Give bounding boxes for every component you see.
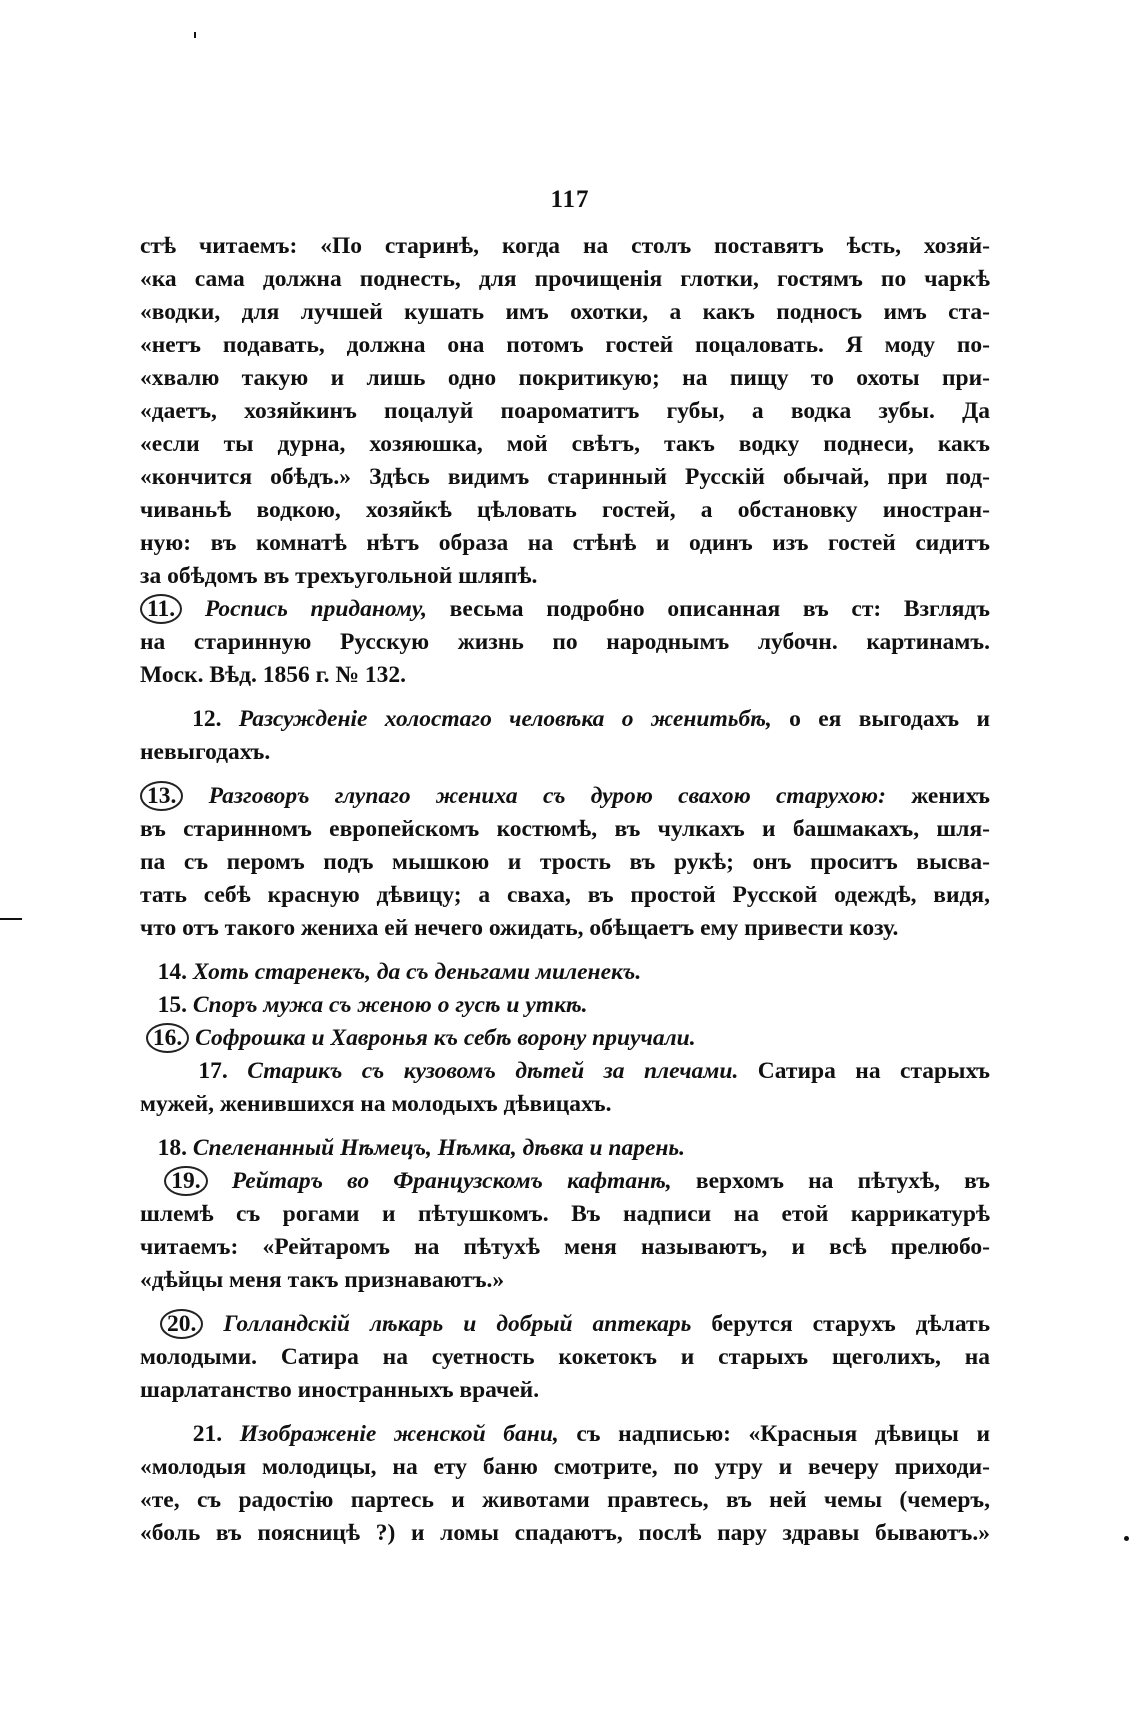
text-line — [140, 780, 990, 813]
text-line: женихъ — [885, 783, 990, 809]
list-item-20 — [140, 1308, 990, 1407]
item-number: 11. — [140, 594, 182, 624]
text-line: «даетъ, хозяйкинъ поцалуй поароматитъ губы, а водка зубы. Да — [140, 398, 990, 424]
item-number: 18. — [157, 1135, 187, 1161]
text-line: «кончится обѣдъ.» Здѣсь видимъ старинный Русскій обычай, при под- — [140, 464, 990, 490]
item-number: 21. — [192, 1421, 223, 1447]
item-number: 16. — [146, 1023, 189, 1053]
item-number: 13. — [140, 781, 183, 811]
text-line: молодыми. Сатира на суетность кокетокъ и старыхъ щеголихъ, на — [140, 1344, 990, 1370]
list-item-18 — [140, 1132, 990, 1165]
list-item-15 — [140, 989, 990, 1022]
item-number: 17. — [198, 1058, 228, 1084]
text-line: о ея выгодахъ и — [771, 706, 991, 732]
text-line: тать себѣ красную дѣвицу; а сваха, въ простой Русской одеждѣ, видя, — [140, 882, 990, 908]
list-item-11 — [140, 593, 990, 692]
text-line: «если ты дурна, хозяюшка, мой свѣтъ, такъ водку поднеси, какъ — [140, 431, 990, 457]
item-title: Изображеніе женской бани, — [239, 1421, 559, 1447]
text-line — [140, 703, 990, 736]
list-item-21 — [140, 1418, 990, 1550]
item-title: Споръ мужа съ женою о гусѣ и уткѣ. — [192, 992, 588, 1018]
text-line: «молодыя молодицы, на ету баню смотрите, по утру и вечеру приходи- — [140, 1454, 990, 1480]
list-item-13 — [140, 780, 990, 945]
text-line: па съ перомъ подъ мышкою и трость въ рукѣ; онъ проситъ высва- — [140, 849, 990, 875]
text-line — [140, 1055, 990, 1088]
text-line: «хвалю такую и лишь одно покритикую; на пищу то охоты при- — [140, 365, 990, 391]
item-title: Разсужденіе холостаго человѣка о женитьбѣ, — [238, 706, 772, 732]
text-line — [140, 1165, 990, 1198]
text-line — [140, 1418, 990, 1451]
item-title: Роспись приданому, — [204, 596, 427, 622]
item-number: 12. — [192, 706, 222, 732]
list-item-16 — [140, 1022, 990, 1055]
text-line: невыгодахъ. — [140, 739, 271, 765]
text-line: стѣ читаемъ: «По старинѣ, когда на столъ поставятъ ѣсть, хозяй- — [140, 233, 990, 259]
item-number: 19. — [164, 1166, 207, 1196]
text-line: верхомъ на пѣтухѣ, въ — [671, 1168, 990, 1194]
text-line: весьма подробно описанная въ ст: Взглядъ — [426, 596, 990, 622]
text-line — [140, 956, 990, 989]
scan-mark — [1124, 1536, 1129, 1541]
item-title: Старикъ съ кузовомъ дѣтей за плечами. — [247, 1058, 739, 1084]
item-title: Софрошка и Хавронья къ себѣ ворону приучали. — [195, 1025, 696, 1051]
text-line: что отъ такого жениха ей нечего ожидать, обѣщаетъ ему привести козу. — [140, 915, 899, 941]
text-line: шарлатанство иностранныхъ врачей. — [140, 1377, 540, 1403]
item-title: Рейтаръ во Французскомъ кафтанѣ, — [231, 1168, 672, 1194]
text-line: съ надписью: «Красныя дѣвицы и — [558, 1421, 991, 1447]
item-number: 20. — [160, 1309, 203, 1339]
scan-mark — [194, 32, 196, 38]
item-title: Голландскій лѣкарь и добрый аптекарь — [223, 1311, 692, 1337]
list-item-14 — [140, 956, 990, 989]
list-item-19 — [140, 1165, 990, 1297]
item-number: 14. — [157, 959, 187, 985]
list-item-17 — [140, 1055, 990, 1121]
scan-mark — [0, 918, 22, 920]
text-line — [140, 593, 990, 626]
paragraph-continuation — [140, 230, 990, 593]
text-line: «нетъ подавать, должна она потомъ гостей поцаловать. Я моду по- — [140, 332, 990, 358]
item-title: Спеленанный Нѣмецъ, Нѣмка, дѣвка и парень. — [192, 1135, 686, 1161]
text-line: чиваньѣ водкою, хозяйкѣ цѣловать гостей, а обстановку иностран- — [140, 497, 990, 523]
text-line: читаемъ: «Рейтаромъ на пѣтухѣ меня называютъ, и всѣ прелюбо- — [140, 1234, 990, 1260]
text-line: «дѣйцы меня такъ признаваютъ.» — [140, 1267, 505, 1293]
page-number: 117 — [550, 186, 590, 213]
text-line: «ка сама должна поднесть, для прочищенія глотки, гостямъ по чаркѣ — [140, 266, 990, 292]
text-line: шлемѣ съ рогами и пѣтушкомъ. Въ надписи на етой каррикатурѣ — [140, 1201, 990, 1227]
item-number: 15. — [157, 992, 187, 1018]
text-line: «водки, для лучшей кушать имъ охотки, а какъ подносъ имъ ста- — [140, 299, 990, 325]
text-line: въ старинномъ европейскомъ костюмѣ, въ чулкахъ и башмакахъ, шля- — [140, 816, 990, 842]
text-line — [140, 989, 990, 1022]
text-line: мужей, женившихся на молодыхъ дѣвицахъ. — [140, 1091, 612, 1117]
text-line: за обѣдомъ въ трехъугольной шляпѣ. — [140, 563, 538, 589]
text-block — [140, 230, 990, 1550]
text-line: на старинную Русскую жизнь по народнымъ лубочн. картинамъ. — [140, 629, 990, 655]
item-title: Разговоръ глупаго жениха съ дурою свахою старухою: — [208, 783, 886, 809]
list-item-12 — [140, 703, 990, 769]
text-line — [140, 1022, 990, 1055]
text-line: Моск. Вѣд. 1856 г. № 132. — [140, 662, 407, 688]
item-title: Хоть старенекъ, да съ деньгами миленекъ. — [192, 959, 642, 985]
text-line — [140, 1308, 990, 1341]
text-line: Сатира на старыхъ — [738, 1058, 991, 1084]
text-line: ную: въ комнатѣ нѣтъ образа на стѣнѣ и одинъ изъ гостей сидитъ — [140, 530, 990, 556]
text-line — [140, 1132, 990, 1165]
text-line: «боль въ поясницѣ ?) и ломы спадаютъ, послѣ пару здравы бываютъ.» — [140, 1520, 990, 1546]
text-line: берутся старухъ дѣлать — [691, 1311, 991, 1337]
text-line: «те, съ радостію партесь и животами правтесь, въ ней чемы (чемеръ, — [140, 1487, 990, 1513]
